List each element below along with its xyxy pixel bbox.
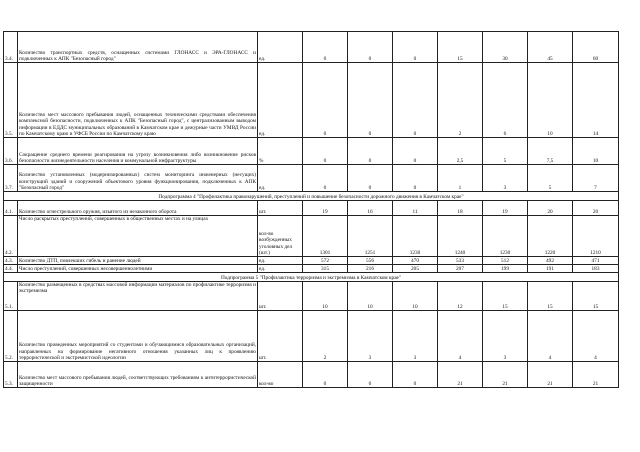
subprogram-row: [4, 192, 619, 201]
value-cell: 19: [483, 201, 528, 216]
value-cell: 0: [303, 32, 348, 63]
value-cell: 512: [483, 257, 528, 265]
unit: шт.: [258, 311, 303, 362]
value-cell: 16: [348, 201, 393, 216]
value-cell: 10: [393, 282, 438, 311]
table-row: [4, 311, 619, 362]
value-cell: 12: [438, 282, 483, 311]
value-cell: 4: [438, 311, 483, 362]
value-cell: 10: [303, 282, 348, 311]
value-cell: 2: [438, 63, 483, 138]
indicator-table: [3, 31, 619, 388]
value-cell: 0: [303, 362, 348, 388]
value-cell: 0: [393, 138, 438, 165]
subprogram-5-heading: Подпрограмма 5 "Профилактика терроризма и экстремизма в Камчатском крае": [4, 273, 619, 282]
value-cell: 205: [393, 265, 438, 273]
indicator-name: Количество огнестрельного оружия, изъятого из незаконного оборота: [18, 201, 258, 216]
indicator-name: Число раскрытых преступлений, совершенных в общественных местах и на улицах: [18, 216, 258, 257]
value-cell: 207: [438, 265, 483, 273]
subprogram-4-heading: Подпрограмма 4 "Профилактика правонарушений, преступлений и повышение безопасности дорожного движения в Камчатском крае": [4, 192, 619, 201]
value-cell: 19: [303, 201, 348, 216]
value-cell: 4: [573, 311, 619, 362]
value-cell: 11: [393, 201, 438, 216]
value-cell: 5: [528, 165, 573, 192]
row-number: 5.2.: [4, 311, 18, 362]
row-number: 3.7.: [4, 165, 18, 192]
unit: шт.: [258, 282, 303, 311]
value-cell: 15: [483, 282, 528, 311]
value-cell: 0: [393, 165, 438, 192]
value-cell: 0: [348, 138, 393, 165]
value-cell: 1301: [303, 216, 348, 257]
value-cell: 15: [438, 32, 483, 63]
unit: ед.: [258, 63, 303, 138]
value-cell: 20: [528, 201, 573, 216]
value-cell: 216: [348, 265, 393, 273]
value-cell: 7,5: [528, 138, 573, 165]
value-cell: 0: [348, 362, 393, 388]
table-row: [4, 265, 619, 273]
value-cell: 18: [438, 201, 483, 216]
value-cell: 0: [348, 63, 393, 138]
value-cell: 1210: [573, 216, 619, 257]
row-number: 4.4.: [4, 265, 18, 273]
value-cell: 10: [573, 138, 619, 165]
value-cell: 1: [438, 165, 483, 192]
indicator-name: Количество мест массового пребывания людей, оснащенных техническими средствами обеспечения комплексной безопасности, подключенных к АПК "Безопасный город", с централизованным выводом информации в ЕДДС муниципальных образований в Камчатском крае и дежурные части УМВД России по Камчатскому краю и УФСБ России по Камчатскому краю: [18, 63, 258, 138]
table-row: [4, 216, 619, 257]
row-number: 3.6.: [4, 138, 18, 165]
value-cell: 470: [393, 257, 438, 265]
indicator-name: Количество ДТП, повлекших гибель и ранение людей: [18, 257, 258, 265]
value-cell: 471: [573, 257, 619, 265]
indicator-name: Число преступлений, совершенных несовершеннолетними: [18, 265, 258, 273]
indicator-name: Количество размещенных в средствах массовой информации материалов по профилактике терроризма и экстремизма: [18, 282, 258, 311]
subprogram-row: [4, 273, 619, 282]
indicator-name: Количество проведенных мероприятий со студентами и обучающимися образовательных организаций, направленных на формирование негативного отношения указанных лиц к проявлению террористической и экстремистской идеологии: [18, 311, 258, 362]
value-cell: 10: [528, 63, 573, 138]
value-cell: 0: [393, 362, 438, 388]
unit: ед.: [258, 165, 303, 192]
unit: ед.: [258, 257, 303, 265]
value-cell: 5: [483, 138, 528, 165]
table-row: [4, 165, 619, 192]
row-number: 5.3.: [4, 362, 18, 388]
table-row: [4, 282, 619, 311]
value-cell: 191: [528, 265, 573, 273]
row-number: 5.1.: [4, 282, 18, 311]
unit: %: [258, 138, 303, 165]
value-cell: 4: [528, 311, 573, 362]
row-number: 3.4.: [4, 32, 18, 63]
value-cell: 0: [393, 32, 438, 63]
table-row: [4, 257, 619, 265]
value-cell: 1251: [348, 216, 393, 257]
value-cell: 20: [573, 201, 619, 216]
value-cell: 21: [483, 362, 528, 388]
value-cell: 21: [438, 362, 483, 388]
value-cell: 492: [528, 257, 573, 265]
value-cell: 572: [303, 257, 348, 265]
value-cell: 0: [303, 165, 348, 192]
value-cell: 2: [303, 311, 348, 362]
row-number: 4.2.: [4, 216, 18, 257]
value-cell: 45: [528, 32, 573, 63]
value-cell: 0: [348, 165, 393, 192]
value-cell: 14: [573, 63, 619, 138]
unit: кол-во возбужденных уголовных дел (шт.): [258, 216, 303, 257]
row-number: 3.5.: [4, 63, 18, 138]
value-cell: 1240: [438, 216, 483, 257]
value-cell: 533: [438, 257, 483, 265]
table-row: [4, 201, 619, 216]
value-cell: 556: [348, 257, 393, 265]
value-cell: 0: [303, 63, 348, 138]
value-cell: 6: [483, 63, 528, 138]
value-cell: 21: [573, 362, 619, 388]
value-cell: 60: [573, 32, 619, 63]
unit: кол-во: [258, 362, 303, 388]
value-cell: 1230: [483, 216, 528, 257]
value-cell: 3: [483, 165, 528, 192]
value-cell: 183: [573, 265, 619, 273]
value-cell: 0: [303, 138, 348, 165]
value-cell: 7: [573, 165, 619, 192]
unit: ед.: [258, 32, 303, 63]
value-cell: 199: [483, 265, 528, 273]
row-number: 4.1.: [4, 201, 18, 216]
value-cell: 15: [573, 282, 619, 311]
indicator-name: Сокращение среднего времени реагирования на угрозу возникновения либо возникновение рисков безопасности жизнедеятельности населения и коммунальной инфраструктуры: [18, 138, 258, 165]
value-cell: 0: [393, 63, 438, 138]
value-cell: 2,5: [438, 138, 483, 165]
value-cell: 30: [483, 32, 528, 63]
indicator-name: Количество мест массового пребывания людей, соответствующих требованиям к антитеррористической защищенности: [18, 362, 258, 388]
table-row: [4, 362, 619, 388]
row-number: 4.3.: [4, 257, 18, 265]
value-cell: 3: [393, 311, 438, 362]
value-cell: 3: [483, 311, 528, 362]
indicator-name: Количество установленных (модернизированных) систем мониторинга инженерных (несущих) конструкций зданий и сооружений объектового уровня функционирования, подключенных к АПК "Безопасный город": [18, 165, 258, 192]
value-cell: 10: [348, 282, 393, 311]
table-row: [4, 63, 619, 138]
unit: ед.: [258, 265, 303, 273]
value-cell: 1220: [528, 216, 573, 257]
value-cell: 1230: [393, 216, 438, 257]
value-cell: 315: [303, 265, 348, 273]
value-cell: 0: [348, 32, 393, 63]
table-row: [4, 138, 619, 165]
value-cell: 21: [528, 362, 573, 388]
table-row: [4, 32, 619, 63]
indicator-name: Количество транспортных средств, оснащенных системами ГЛОНАСС и ЭРА-ГЛОНАСС и подключенных к АПК "Безопасный город": [18, 32, 258, 63]
unit: шт.: [258, 201, 303, 216]
value-cell: 3: [348, 311, 393, 362]
value-cell: 15: [528, 282, 573, 311]
